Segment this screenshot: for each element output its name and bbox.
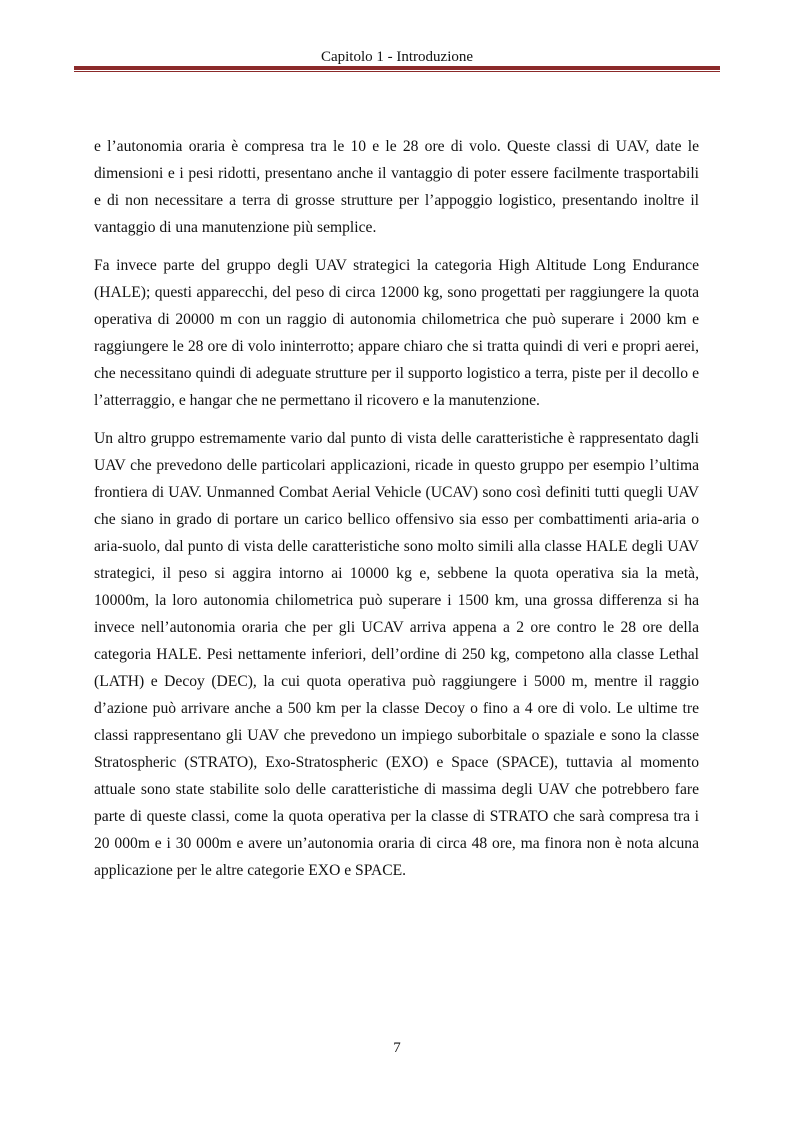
paragraph-2: Fa invece parte del gruppo degli UAV strategici la categoria High Altitude Long Endurance (HALE); questi apparecchi, del peso di circa 12000 kg, sono progettati per raggiungere la quota operativa di 20000 m con un raggio di autonomia chilometrica che può superare i 2000 km e raggiungere le 28 ore di volo ininterrotto; appare chiaro che si tratta quindi di veri e propri aerei, che necessitano quindi di adeguate strutture per il supporto logistico a terra, piste per il decollo e l’atterraggio, e hangar che ne permettano il ricovero e la manutenzione. — [94, 257, 699, 409]
header-rule — [74, 66, 720, 70]
page-number: 7 — [393, 1040, 401, 1056]
paragraph-3: Un altro gruppo estremamente vario dal punto di vista delle caratteristiche è rappresentato dagli UAV che prevedono delle particolari applicazioni, ricade in questo gruppo per esempio l’ultima frontiera di UAV. Unmanned Combat Aerial Vehicle (UCAV) sono così definiti tutti quegli UAV che siano in grado di portare un carico bellico offensivo sia esso per combattimenti aria-aria o aria-suolo, dal punto di vista delle caratteristiche sono molto simili alla classe HALE degli UAV strategici, il peso si aggira intorno ai 10000 kg e, sebbene la quota operativa sia la metà, 10000m, la loro autonomia chilometrica può superare i 1500 km, una grossa differenza si ha invece nell’autonomia oraria che per gli UCAV arriva appena a 2 ore contro le 28 ore della categoria HALE. Pesi nettamente inferiori, dell’ordine di 250 kg, competono alla classe Lethal (LATH) e Decoy (DEC), la cui quota operativa può raggiungere i 5000 m, mentre il raggio d’azione può arrivare anche a 500 km per la classe Decoy o fino a 4 ore di volo. Le ultime tre classi rappresentano gli UAV che prevedono un impiego suborbitale o spaziale e sono la classe Stratospheric (STRATO), Exo-Stratospheric (EXO) e Space (SPACE), tuttavia al momento attuale sono state stabilite solo delle caratteristiche di massima degli UAV che potrebbero fare parte di queste classi, come la quota operativa per la classe di STRATO che sarà compresa tra i 20 000m e i 30 000m e avere un’autonomia oraria di circa 48 ore, ma finora non è nota alcuna applicazione per le altre categorie EXO e SPACE. — [94, 430, 699, 879]
header-rule-thin — [74, 71, 720, 72]
running-header: Capitolo 1 - Introduzione — [320, 49, 474, 65]
paragraph-1: e l’autonomia oraria è compresa tra le 10 e le 28 ore di volo. Queste classi di UAV, date le dimensioni e i pesi ridotti, presentano anche il vantaggio di poter essere facilmente trasportabili e di non necessitare a terra di grosse strutture per l’appoggio logistico, presentando inoltre il vantaggio di una manutenzione più semplice. — [94, 138, 699, 236]
body-text — [94, 133, 699, 895]
